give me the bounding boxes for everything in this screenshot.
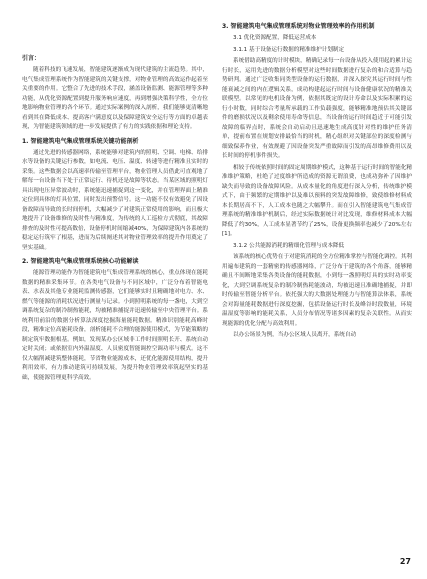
right-column	[222, 18, 412, 343]
section-3-paragraph-1: 系统借助高精度的计时模块，精确记录每一台设备从投入使用起的累计运行时长，运用先进的数据分析模型对这些时间数据进行复杂的和合适算与趋势研判。通过广泛收集同类型设备的运行数据，并深入探究其运行时间与性能衰减之间的内在逻辑关系，成功构建起运行时间与设备健康状况的精准关联模型。以常见的电机设备为例，依据其既定的设计寿命以及实际积累的运行小时数，同时综合考量所承载的工作负载强度，能够精准地预估其关键部件的磨损状况以及剩余使用寿命等信息，当设备的运行时间趋近于可能引发故障的临界点时，系统会自动启动且迅速地生成高度针对性的维护任务清单，提前布置在规划安排最恰当的时机，精心组织对关键部位的深度检测与细致保养作业，有效规避了因设备突发严重故障而引发的高昂维修费用以及长时间的停机事件损失。	[222, 58, 413, 159]
section-2-paragraph: 能源管理功能作为智能建筑电气集成管理系统的核心，重点体现在能耗数据的精准采集环节。在各类电气设备与不同区域中，广泛分布着智能电表、水表及其他专业能耗监测传感器，它们能够实时且精确地对电力、水、燃气等能源的消耗状况进行测量与记录。小到照明系统的每一盏电，大到空调系统复杂的制冷制热能耗，均被精准捕捉并迅速传输至中央管理平台。系统利用前沿的数据分析算法深度挖掘海量能耗数据。精准识别能耗高峰时段，精准定位高能耗设备，剖析能耗不合理的能源使用模式，为节能策略的制定筑牢数据根基。例如，发现某办公区域非工作时间照明长开、系统自动定时关闭；或依据室内外温湿度、人员密度智能调控空调功率与模式。这不仅大幅削减建筑整体能耗，节省物业能源成本，还优化能源使用结构，提升利用效率，有力推动建筑可持续发展，为提升物业管理效率筑起坚实的基础，使能源管理更科学高效。	[22, 270, 208, 381]
subsection-3-1-2-heading: 3.1.2 公共能源消耗的精细化管理与成本降低	[233, 242, 345, 249]
section-3-paragraph-4: 以办公场景为例，当办公区域人员离开，系统自动	[233, 332, 357, 338]
left-column	[22, 54, 208, 385]
subsection-3-1-heading: 3.1 优化资源配置，降低运营成本	[233, 35, 317, 41]
section-2-heading: 2. 智能建筑电气集成管理系统核心功能解读	[22, 258, 139, 265]
subsection-3-1-1-heading: 3.1.1 基于设备运行数据的精准维护计划制定	[233, 46, 345, 53]
section-1-heading: 1. 智能建筑电气集成管理系统关键功能剖析	[22, 137, 139, 145]
section-3-paragraph-3: 该系统的核心优势在于对建筑消耗的全方位精准掌控与智能化调控。其利用遍布建筑的一套精密的传感器网络，广泛分布于建筑的各个角落，能够精确且不间断地采集各类设备的能耗数据，小到每一盏照明灯具的实时功率变化，大到空调系统复杂的制冷制热耗能波动，均被迅速且准确地捕捉，并即时传输至智能分析平台。依托强大的大数据处理能力与智能算法体系，系统会对海量能耗数据进行深度挖掘，包括设备运行时长及峰谷时段数量，环境温湿度等影响的能耗关系，人员分布情况等诸多因素的复杂关联性。从而实现能源的优化分配与高效利用。	[222, 254, 413, 327]
section-3-heading: 3. 智能建筑电气集成管理系统对物业管理效率的作用机制	[222, 23, 375, 30]
page-number: 27	[399, 557, 411, 566]
intro-paragraph: 随着科技的飞速发展，智能建筑逐渐成为现代建筑的主流趋势。其中，电气集成管理系统作为智能建筑的关键支撑，对物业管理的高效运作起着至关重要的作用。它整合了先进的技术手段，涵盖设备监测、能源管理等多种功能，从优化资源配置到提升服务响应速度，再到增强决策科学性，全方位地影响物业管理的各个环节。通过实际案例的深入剖析，我们能够更清晰地看到其在降低成本、提高客户满意度以及保障建筑安全运行等方面的卓越表现，为智能建筑领域的进一步发展提供了有力的实践依据和理论支持。	[22, 67, 208, 130]
section-3-paragraph-2: 相较于传统依照时间的固定周期维护模式，这种基于运行时间的智能化精准维护策略，杜绝了过度维护所造成的资源无谓浪费，也成功弥补了因维护缺失而导致的设备故障风险。从成本量化的角度进行深入分析，传统维护模式下，由于频繁的定期维护以及难以预料的突发故障维修，致使维修材料成本长期居高不下，人工成本也随之大幅攀升。而在引入智能建筑电气集成管理系统的精准维护机制后，经过实际数据统计对比发现，维修材料成本大幅降低了约30%，人工成本显著节约了25%，设备更换频率也减少了20%左右[1]。	[222, 164, 413, 237]
section-1-paragraph: 通过先进的传感器网络，系统能够对建筑内的照明、空调、电梯、给排水等设备的关键运行参数，如电流、电压、温度、转速等进行精准且实时的采集。这些数据会以高速率传输至管理平台，物业管理人员借此可直观地了解每一台设备当下处于正常运行、待机还是故障等状态。当某区域的照明灯具出现电压异常波动时，系统能迅速捕捉到这一变化，并在管理界面上精准定位到具体的灯具位置，同时发出预警信号。这一功能不仅有效避免了因设备故障而导致的长时间停机，大幅减少了对建筑正常使用的影响，而且极大地提升了设备维修的及时性与精准度，为传统的人工巡检方式彻底，其故障排查的及时性可提高数倍，设备停机时间缩减40%，为保障建筑内各系统的稳定运行筑牢了根基，进而为后续阐述其对物业管理效率的提升作用奠定了坚实基础。	[22, 149, 208, 251]
intro-heading: 引言：	[22, 55, 41, 62]
